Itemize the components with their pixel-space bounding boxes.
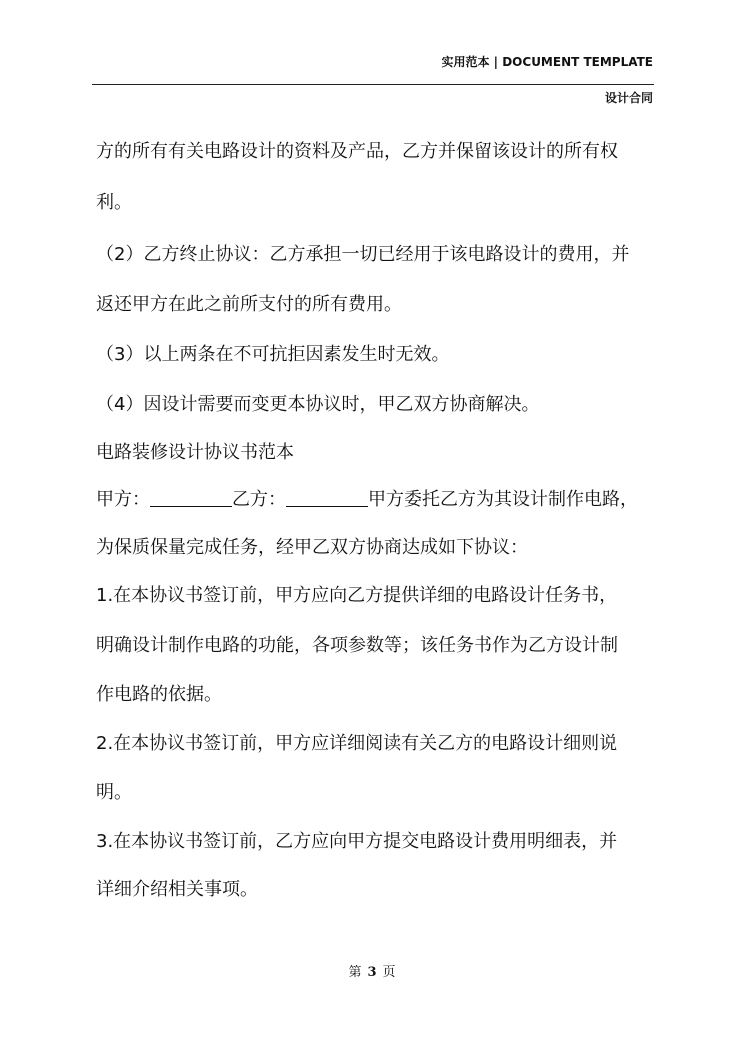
body-line: 1.在本协议书签订前，甲方应向乙方提供详细的电路设计任务书，	[96, 585, 618, 606]
party-line-tail: 甲方委托乙方为其设计制作电路，	[368, 489, 638, 510]
page-number: 3	[367, 965, 377, 980]
party-line	[96, 486, 638, 514]
party-a-blank	[150, 488, 232, 507]
party-b-label: 乙方：	[232, 489, 286, 510]
body-line: 明。	[96, 782, 132, 803]
page-number-suffix: 页	[382, 965, 396, 980]
body-line: 方的所有有关电路设计的资料及产品，乙方并保留该设计的所有权	[96, 141, 618, 162]
body-line: （3）以上两条在不可抗拒因素发生时无效。	[96, 344, 450, 365]
body-line: 3.在本协议书签订前，乙方应向甲方提交电路设计费用明细表，并	[96, 831, 618, 852]
party-a-label: 甲方：	[96, 489, 150, 510]
body-line: 作电路的依据。	[96, 684, 222, 705]
body-line: 利。	[96, 192, 132, 213]
body-line: 明确设计制作电路的功能，各项参数等；该任务书作为乙方设计制	[96, 635, 618, 656]
body-line: 详细介绍相关事项。	[96, 879, 258, 900]
page-number-prefix: 第	[348, 965, 362, 980]
body-line: （2）乙方终止协议：乙方承担一切已经用于该电路设计的费用，并	[96, 244, 630, 265]
body-line: 2.在本协议书签订前，甲方应详细阅读有关乙方的电路设计细则说	[96, 733, 618, 754]
body-line: 返还甲方在此之前所支付的所有费用。	[96, 294, 402, 315]
page-footer	[0, 961, 744, 980]
header-divider	[92, 84, 654, 85]
header-subtitle: 设计合同	[604, 91, 653, 105]
header-title: 实用范本 | DOCUMENT TEMPLATE	[441, 55, 653, 69]
party-b-blank	[286, 488, 368, 507]
section-heading: 电路装修设计协议书范本	[96, 442, 294, 463]
body-line: （4）因设计需要而变更本协议时，甲乙双方协商解决。	[96, 394, 540, 415]
body-line: 为保质保量完成任务，经甲乙双方协商达成如下协议：	[96, 537, 528, 558]
